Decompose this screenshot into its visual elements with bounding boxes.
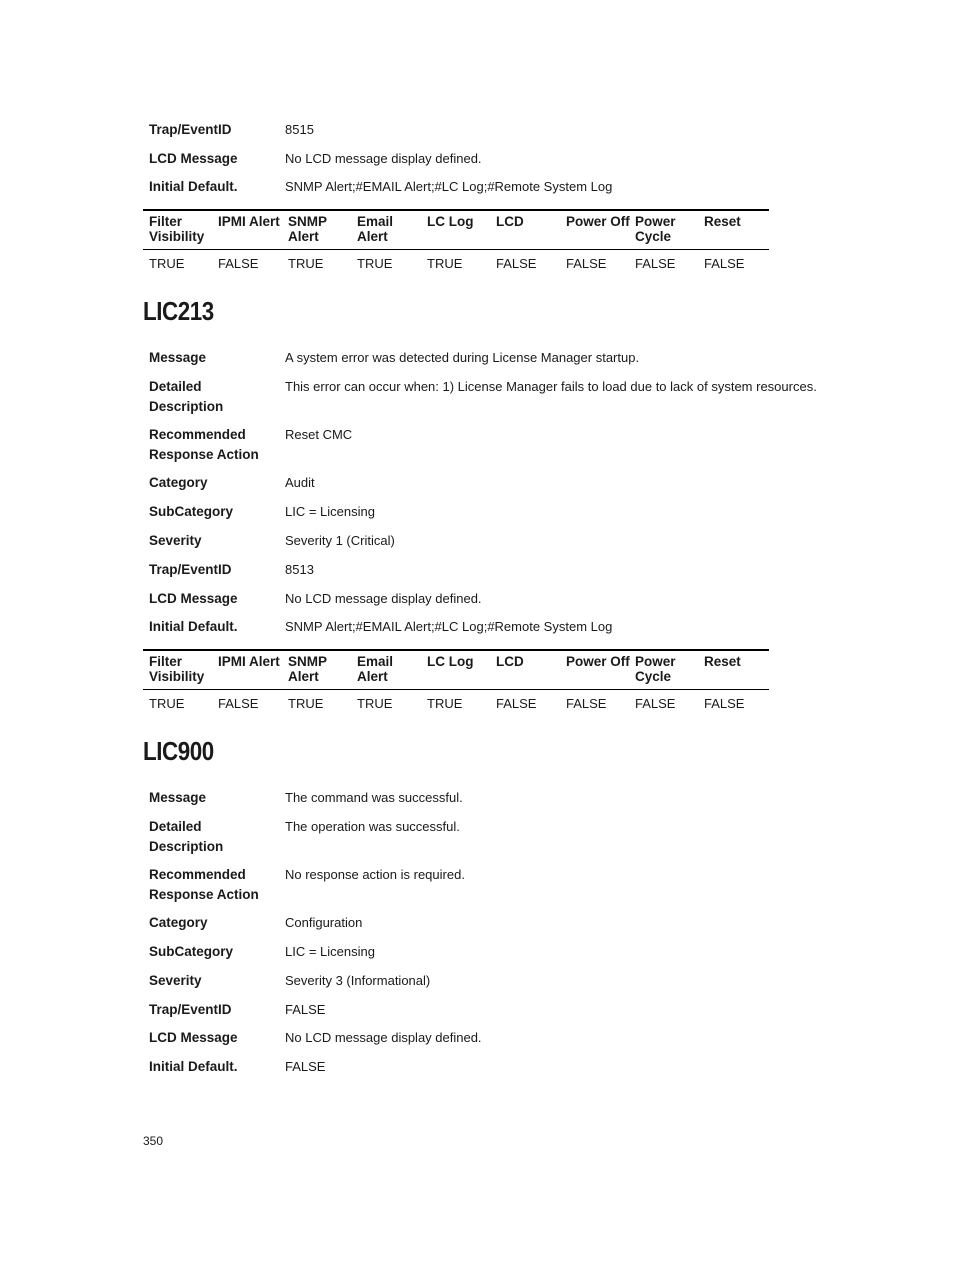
table-header: Reset (704, 214, 741, 229)
table-header: Reset (704, 654, 741, 669)
kv-value: Reset CMC (285, 427, 353, 442)
table-rule (143, 689, 769, 690)
kv-key: Recommended Response Action (149, 867, 259, 902)
kv-key: Initial Default. (149, 1059, 238, 1074)
kv-value: FALSE (285, 1059, 326, 1074)
kv-value: SNMP Alert;#EMAIL Alert;#LC Log;#Remote System Log (285, 179, 613, 194)
kv-key: Severity (149, 533, 202, 548)
kv-value: Audit (285, 475, 315, 490)
kv-key: SubCategory (149, 504, 234, 519)
table-cell: FALSE (704, 696, 745, 711)
kv-value: The operation was successful. (285, 819, 460, 834)
kv-value: SNMP Alert;#EMAIL Alert;#LC Log;#Remote System Log (285, 619, 613, 634)
kv-key: LCD Message (149, 151, 238, 166)
kv-key: Category (149, 915, 208, 930)
table-cell: TRUE (357, 256, 393, 271)
section-heading: LIC900 (143, 736, 214, 766)
section-heading: LIC213 (143, 296, 214, 326)
kv-key: Message (149, 350, 207, 365)
table-header: LCD (496, 214, 524, 229)
kv-value: LIC = Licensing (285, 504, 375, 519)
table-cell: TRUE (427, 696, 463, 711)
table-rule (143, 209, 769, 211)
page-number: 350 (143, 1134, 164, 1148)
table-cell: FALSE (635, 256, 676, 271)
kv-value: The command was successful. (285, 790, 463, 805)
kv-value: 8513 (285, 562, 314, 577)
kv-value: 8515 (285, 122, 314, 137)
table-header: SNMP Alert (288, 654, 328, 684)
table-cell: FALSE (496, 696, 537, 711)
table-cell: TRUE (149, 696, 185, 711)
table-header: LC Log (427, 214, 474, 229)
kv-value: Configuration (285, 915, 363, 930)
kv-key: Detailed Description (149, 379, 224, 414)
table-header: Power Off (566, 654, 630, 669)
kv-value: No LCD message display defined. (285, 591, 482, 606)
table-header: Filter Visibility (149, 214, 205, 244)
table-cell: FALSE (218, 256, 259, 271)
kv-key: Severity (149, 973, 202, 988)
table-header: Filter Visibility (149, 654, 205, 684)
table-cell: FALSE (704, 256, 745, 271)
table-cell: TRUE (288, 696, 324, 711)
kv-value: Severity 1 (Critical) (285, 533, 395, 548)
table-rule (143, 649, 769, 651)
table-header: Email Alert (357, 654, 394, 684)
table-cell: FALSE (496, 256, 537, 271)
kv-key: Detailed Description (149, 819, 224, 854)
kv-key: LCD Message (149, 591, 238, 606)
kv-value: This error can occur when: 1) License Manager fails to load due to lack of system resources. (285, 379, 817, 394)
kv-key: Trap/EventID (149, 122, 232, 137)
table-cell: FALSE (635, 696, 676, 711)
kv-key: Initial Default. (149, 619, 238, 634)
table-header: IPMI Alert (218, 654, 280, 669)
kv-key: SubCategory (149, 944, 234, 959)
kv-value: A system error was detected during License Manager startup. (285, 350, 640, 365)
table-cell: TRUE (288, 256, 324, 271)
table-cell: TRUE (357, 696, 393, 711)
kv-key: Trap/EventID (149, 562, 232, 577)
kv-value: No LCD message display defined. (285, 151, 482, 166)
kv-key: Recommended Response Action (149, 427, 259, 462)
table-cell: FALSE (566, 256, 607, 271)
table-rule (143, 249, 769, 250)
kv-value: LIC = Licensing (285, 944, 375, 959)
table-header: LC Log (427, 654, 474, 669)
kv-value: No LCD message display defined. (285, 1030, 482, 1045)
table-header: IPMI Alert (218, 214, 280, 229)
table-cell: TRUE (149, 256, 185, 271)
kv-key: Message (149, 790, 207, 805)
table-header: LCD (496, 654, 524, 669)
kv-value: No response action is required. (285, 867, 465, 882)
table-cell: FALSE (218, 696, 259, 711)
table-header: Email Alert (357, 214, 394, 244)
table-header: SNMP Alert (288, 214, 328, 244)
table-header: Power Off (566, 214, 630, 229)
table-cell: TRUE (427, 256, 463, 271)
kv-value: FALSE (285, 1002, 326, 1017)
kv-key: Trap/EventID (149, 1002, 232, 1017)
kv-value: Severity 3 (Informational) (285, 973, 431, 988)
kv-key: Initial Default. (149, 179, 238, 194)
kv-key: Category (149, 475, 208, 490)
table-header: Power Cycle (635, 654, 676, 684)
table-cell: FALSE (566, 696, 607, 711)
table-header: Power Cycle (635, 214, 676, 244)
kv-key: LCD Message (149, 1030, 238, 1045)
